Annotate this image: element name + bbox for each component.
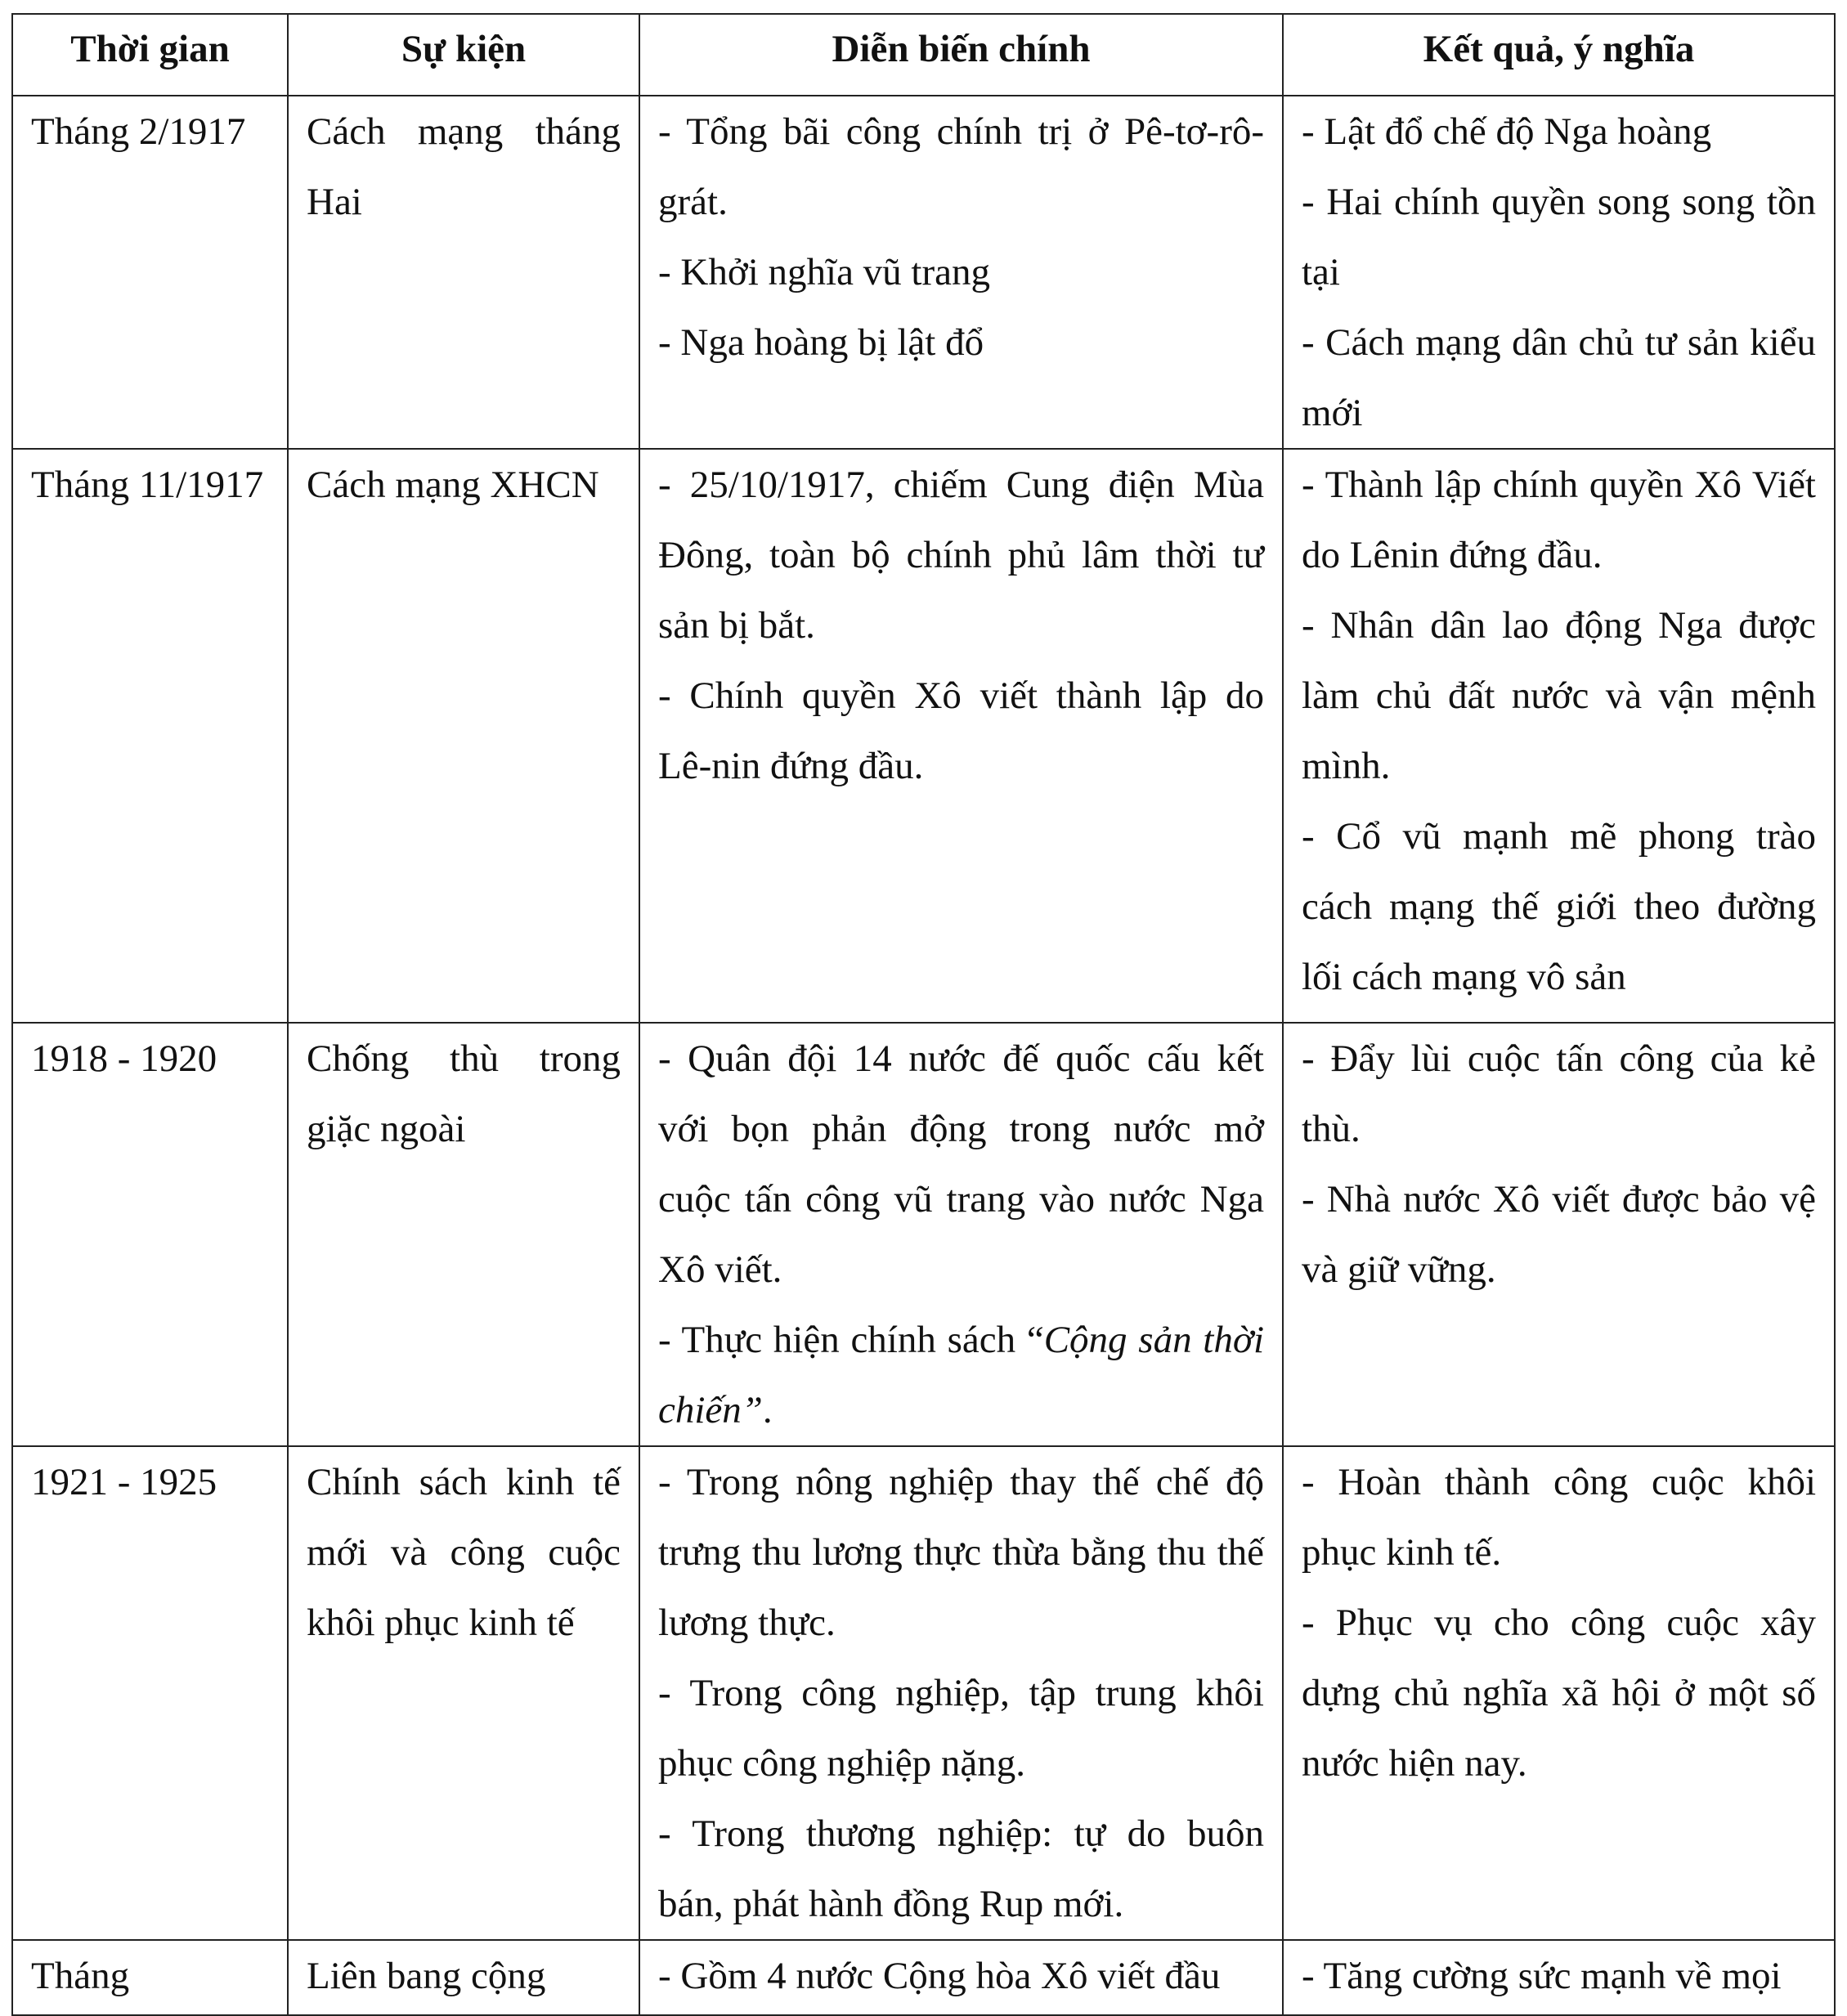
- result-item: - Lật đổ chế độ Nga hoàng: [1302, 110, 1712, 153]
- policy-suffix: .: [762, 1389, 773, 1431]
- event-cell: Cách mạng tháng Hai: [288, 96, 639, 449]
- event-cell: Chống thù trong giặc ngoài: [288, 1023, 639, 1446]
- table-row: [12, 449, 1835, 1023]
- development-item: - Nga hoàng bị lật đổ: [658, 321, 984, 364]
- result-cell: [1283, 1940, 1835, 2015]
- header-result: Kết quả, ý nghĩa: [1283, 14, 1835, 96]
- result-item: - Cổ vũ mạnh mẽ phong trào cách mạng thế giới theo đường lối cách mạng vô sản: [1302, 815, 1816, 998]
- development-item: - Khởi nghĩa vũ trang: [658, 251, 990, 293]
- event-text: Liên bang cộng: [307, 1955, 546, 1997]
- result-cell: [1283, 449, 1835, 1023]
- development-item: - Trong thương nghiệp: tự do buôn bán, phát hành đồng Rup mới.: [658, 1812, 1264, 1925]
- table-row: [12, 1446, 1835, 1940]
- development-cell: [639, 449, 1283, 1023]
- time-cell: 1918 - 1920: [12, 1023, 288, 1446]
- development-item: - 25/10/1917, chiếm Cung điện Mùa Đông, toàn bộ chính phủ lâm thời tư sản bị bắt.: [658, 464, 1264, 647]
- time-cell: Tháng 11/1917: [12, 449, 288, 1023]
- time-cell: Tháng: [12, 1940, 288, 2015]
- table-row: [12, 96, 1835, 449]
- result-cell: [1283, 96, 1835, 449]
- event-cell: Cách mạng XHCN: [288, 449, 639, 1023]
- policy-italic: Cộng sản thời chiến”: [658, 1319, 1264, 1431]
- header-event: Sự kiện: [288, 14, 639, 96]
- header-time: Thời gian: [12, 14, 288, 96]
- result-item: - Tăng cường sức mạnh về mọi: [1302, 1955, 1782, 1997]
- policy-prefix: - Thực hiện chính sách “: [658, 1319, 1044, 1361]
- result-cell: [1283, 1446, 1835, 1940]
- development-item: - Gồm 4 nước Cộng hòa Xô viết đầu: [658, 1955, 1221, 1997]
- development-item: - Trong nông nghiệp thay thế chế độ trưng thu lương thực thừa bằng thu thế lương thực.: [658, 1461, 1264, 1644]
- development-item-policy: [658, 1305, 1264, 1445]
- result-item: - Phục vụ cho công cuộc xây dựng chủ nghĩa xã hội ở một số nước hiện nay.: [1302, 1602, 1816, 1785]
- development-cell: [639, 1940, 1283, 2015]
- result-item: - Thành lập chính quyền Xô Viết do Lênin đứng đầu.: [1302, 464, 1816, 576]
- development-cell: [639, 1446, 1283, 1940]
- time-cell: Tháng 2/1917: [12, 96, 288, 449]
- result-item: - Nhà nước Xô viết được bảo vệ và giữ vững.: [1302, 1178, 1816, 1291]
- development-item: - Quân đội 14 nước đế quốc cấu kết với bọn phản động trong nước mở cuộc tấn công vũ trang vào nước Nga Xô viết.: [658, 1037, 1264, 1291]
- development-item: - Tổng bãi công chính trị ở Pê-tơ-rô-grát.: [658, 110, 1264, 223]
- result-item: - Cách mạng dân chủ tư sản kiểu mới: [1302, 321, 1816, 434]
- development-item: - Trong công nghiệp, tập trung khôi phục công nghiệp nặng.: [658, 1672, 1264, 1785]
- event-cell: [288, 1940, 639, 2015]
- development-item: - Chính quyền Xô viết thành lập do Lê-nin đứng đầu.: [658, 674, 1264, 787]
- table-row: [12, 1940, 1835, 2015]
- time-cell: 1921 - 1925: [12, 1446, 288, 1940]
- result-item: - Hoàn thành công cuộc khôi phục kinh tế.: [1302, 1461, 1816, 1574]
- development-cell: [639, 1023, 1283, 1446]
- header-row: [12, 14, 1835, 96]
- development-cell: [639, 96, 1283, 449]
- history-table: [11, 13, 1836, 2016]
- result-item: - Nhân dân lao động Nga được làm chủ đất nước và vận mệnh mình.: [1302, 604, 1816, 787]
- header-development: Diễn biến chính: [639, 14, 1283, 96]
- table-row: [12, 1023, 1835, 1446]
- event-cell: Chính sách kinh tế mới và công cuộc khôi phục kinh tế: [288, 1446, 639, 1940]
- result-item: - Đẩy lùi cuộc tấn công của kẻ thù.: [1302, 1037, 1816, 1150]
- result-cell: [1283, 1023, 1835, 1446]
- result-item: - Hai chính quyền song song tồn tại: [1302, 181, 1816, 293]
